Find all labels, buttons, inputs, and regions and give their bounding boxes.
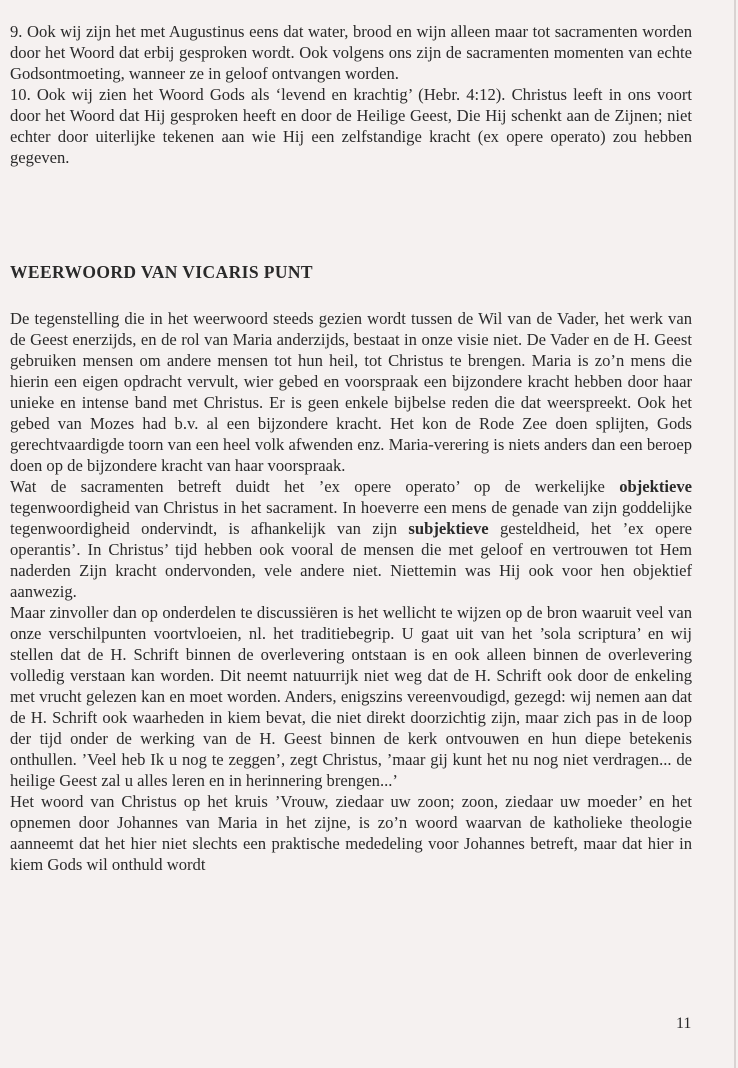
bold-term-objektieve: objektieve [619,477,692,496]
page-edge-divider [734,0,736,1068]
page-number: 11 [676,1015,692,1032]
top-text-block [10,21,692,168]
paragraph-main-2 [10,476,692,602]
section-heading: WEERWOORD VAN VICARIS PUNT [10,262,313,282]
main-text-block [10,308,692,875]
paragraph-main-2-part-a: Wat de sacramenten betreft duidt het ’ex opere operato’ op de werkelijke [10,477,620,496]
paragraph-10: 10. Ook wij zien het Woord Gods als ‘levend en krachtig’ (Hebr. 4:12). Christus leeft in ons voort door het Woord dat Hij gesproken heeft en door de Heilige Geest, Die Hij schenkt aan de Zijnen; niet echter door uiterlijke tekenen aan wie Hij een zelfstandige kracht (ex opere operato) zou hebben gegeven. [10,85,692,167]
paragraph-main-2-part-c: tegenwoordigheid van Christus in het sacrament. In hoeverre een mens de genade van zijn goddelijke tegenwoordigheid ondervindt, is afhankelijk van zijn [10,498,692,538]
bold-term-subjektieve: subjektieve [408,519,489,538]
paragraph-9: 9. Ook wij zijn het met Augustinus eens dat water, brood en wijn alleen maar tot sacramenten worden door het Woord dat erbij gesproken wordt. Ook volgens ons zijn de sacramenten momenten van echte Godsontmoeting, wanneer ze in geloof ontvangen worden. [10,22,692,83]
paragraph-main-3: Maar zinvoller dan op onderdelen te discussiëren is het wellicht te wijzen op de bron waaruit veel van onze verschilpunten voortvloeien, nl. het traditiebegrip. U gaat uit van het ’sola scriptura’ en wij stellen dat de H. Schrift binnen de overlevering ontstaan is en ook alleen binnen de overlevering volledig verstaan kan worden. Dit neemt natuurrijk niet weg dat de H. Schrift ook door de enkeling met vrucht gelezen kan en moet worden. Anders, enigszins vereenvoudigd, gezegd: wij nemen aan dat de H. Schrift ook waarheden in kiem bevat, die niet direkt doorzichtig zijn, maar zich pas in de loop der tijd onder de werking van de H. Geest binnen de kerk ontvouwen en hun diepe betekenis onthullen. ’Veel heb Ik u nog te zeggen’, zegt Christus, ’maar gij kunt het nu nog niet verdragen... de heilige Geest zal u alles leren en in herinnering brengen...’ [10,603,692,790]
paragraph-main-1: De tegenstelling die in het weerwoord steeds gezien wordt tussen de Wil van de Vader, het werk van de Geest enerzijds, en de rol van Maria anderzijds, bestaat in onze visie niet. De Vader en de H. Geest gebruiken mensen om andere mensen tot hun heil, tot Christus te brengen. Maria is zo’n mens die hierin een eigen opdracht vervult, wier gebed en voorspraak een bijzondere kracht hebben door haar unieke en intense band met Christus. Er is geen enkele bijbelse reden die dat weerspreekt. Ook het gebed van Mozes had b.v. al een bijzondere kracht. Het kon de Rode Zee doen splijten, Gods gerechtvaardigde toorn van een heel volk afwenden enz. Maria-verering is niets anders dan een beroep doen op de bijzondere kracht van haar voorspraak. [10,309,692,475]
paragraph-main-2-part-e: gesteldheid, het ’ex opere operantis’. In Christus’ tijd hebben ook vooral de mensen die met geloof en vertrouwen tot Hem naderden Zijn kracht ondervonden, vele andere niet. Niettemin was Hij ook voor hen objektief aanwezig. [10,519,692,601]
paragraph-main-4: Het woord van Christus op het kruis ’Vrouw, ziedaar uw zoon; zoon, ziedaar uw moeder’ en het opnemen door Johannes van Maria in het zijne, is zo’n woord waarvan de katholieke theologie aanneemt dat het hier niet slechts een praktische mededeling voor Johannes betreft, maar dat hier in kiem Gods wil onthuld wordt [10,792,692,874]
